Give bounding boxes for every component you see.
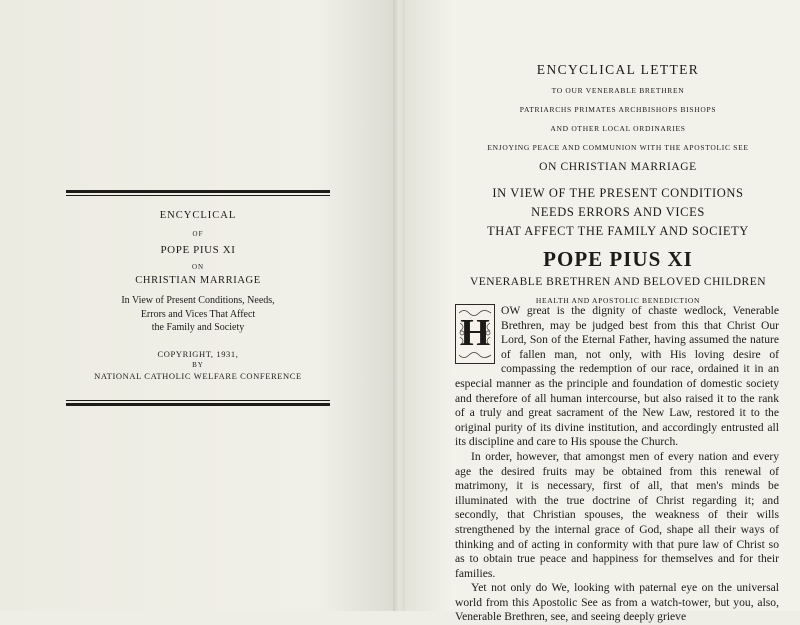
view-line: NEEDS ERRORS AND VICES <box>531 205 705 219</box>
drop-cap-letter: H <box>460 312 490 354</box>
plate-on: ON <box>191 263 205 271</box>
plate-subtitle-line: In View of Present Conditions, Needs, <box>121 295 275 306</box>
paragraph: OW great is the dignity of chaste wedlock, Venerable Brethren, may be judged best from this that Christ Our Lord, Son of the Eternal Father, having assumed the nature of fallen man, not only, with His loving desire of compassing the redemption of our race, ordained it in an especial manner as the principle and foundation of domestic society and therefore of all human intercourse, but also raised it to the rank of a truly and great sacrament of the New Law, restored it to the original purity of its divine institution, and accordingly entrusted all its discipline and care to His spouse the Church. <box>455 304 779 449</box>
address-line: ENJOYING PEACE AND COMMUNION WITH THE APOSTOLIC SEE <box>487 143 749 152</box>
address-line: PATRIARCHS PRIMATES ARCHBISHOPS BISHOPS <box>519 105 717 114</box>
paragraph: In order, however, that amongst men of every nation and every age the desired fruits may be obtained from this renewal of matrimony, it is necessary, first of all, that men's minds be illuminated with the true doctrine of Christ regarding it; and secondly, that Christian spouses, the weakness of their wills strengthened by the internal grace of God, shape all their ways of thinking and of acting in conformity with that pure law of Christ so as to obtain true peace and happiness for themselves and for their families. <box>455 449 779 580</box>
address-line: TO OUR VENERABLE BRETHREN <box>551 86 685 95</box>
address-line: AND OTHER LOCAL ORDINARIES <box>550 124 686 133</box>
letter-pope-name: POPE PIUS XI <box>543 247 693 271</box>
letter-greeting: VENERABLE BRETHREN AND BELOVED CHILDREN <box>469 276 767 288</box>
view-line: THAT AFFECT THE FAMILY AND SOCIETY <box>487 224 749 238</box>
plate-encyclical: ENCYCLICAL <box>159 210 237 221</box>
letter-subject: ON CHRISTIAN MARRIAGE <box>539 161 697 173</box>
plate-publisher: NATIONAL CATHOLIC WELFARE CONFERENCE <box>94 370 302 381</box>
plate-subtitle <box>66 294 330 335</box>
paragraph: Yet not only do We, looking with paternal eye on the universal world from this Apostolic See as from a watch-tower, but you, also, Venerable Brethren, see, and seeing deeply grieve <box>455 581 779 624</box>
plate-copyright: COPYRIGHT, 1931, <box>157 348 239 359</box>
plate-topic: CHRISTIAN MARRIAGE <box>135 275 261 286</box>
title-plate-text <box>66 210 330 381</box>
letter-title: ENCYCLICAL LETTER <box>536 62 700 77</box>
plate-pope: POPE PIUS XI <box>160 244 236 256</box>
top-double-rule <box>66 190 330 196</box>
letter-benediction: HEALTH AND APOSTOLIC BENEDICTION <box>535 296 701 305</box>
title-plate <box>66 190 330 412</box>
view-lines <box>433 184 800 241</box>
plate-of: OF <box>192 230 204 238</box>
plate-subtitle-line: Errors and Vices That Affect <box>140 308 256 320</box>
ornamental-initial <box>455 304 495 364</box>
plate-by: BY <box>192 360 204 369</box>
letter-body <box>455 304 779 625</box>
view-line: IN VIEW OF THE PRESENT CONDITIONS <box>492 186 744 200</box>
bottom-double-rule <box>66 400 330 406</box>
letter-heading <box>433 62 800 305</box>
plate-subtitle-line: the Family and Society <box>151 322 245 333</box>
